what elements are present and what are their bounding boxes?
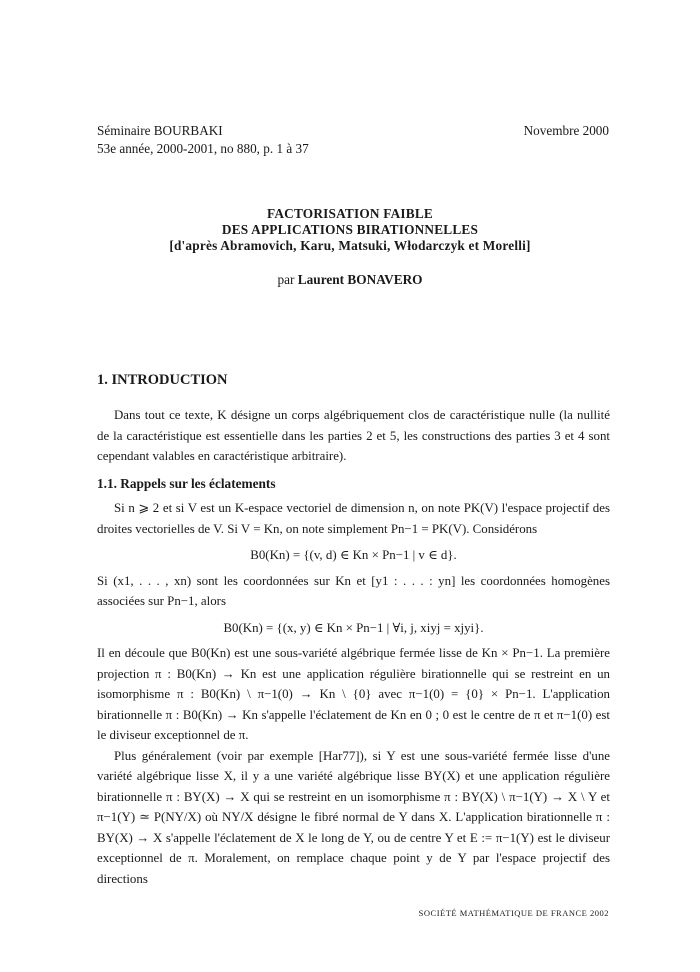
author-line	[0, 272, 700, 288]
paragraph-1: Si n ⩾ 2 et si V est un K-espace vectoriel de dimension n, on note PK(V) l'espace projectif des droites vectorielles de V. Si V = Kn, on note simplement Pn−1 = PK(V). Considérons	[97, 501, 610, 536]
volume-line: 53e année, 2000-2001, no 880, p. 1 à 37	[97, 141, 309, 156]
section-heading: 1. INTRODUCTION	[97, 372, 228, 388]
seminar-name: Séminaire BOURBAKI	[97, 123, 223, 138]
paragraph-4: Plus généralement (voir par exemple [Har77]), si Y est une sous-variété fermée lisse d'une variété algébrique lisse X, il y a une variété algébrique lisse BY(X) et une application régulière birationnelle π : BY(X) → X qui se restreint en un isomorphisme π : BY(X) \ π−1(Y) → X \ Y et π−1(Y) ≃ P(NY/X) où NY/X désigne le fibré normal de Y dans X. L'application birationnelle π : BY(X) → X s'appelle l'éclatement de X le long de Y, ou de centre Y et E := π−1(Y) est le diviseur exceptionnel de π. Moralement, on remplace chaque point y de Y par l'espace projectif des directions	[97, 748, 610, 886]
paragraph-3: Il en découle que B0(Kn) est une sous-variété algébrique fermée lisse de Kn × Pn−1. La première projection π : B0(Kn) → Kn est une application régulière birationnelle qui se restreint en un isomorphisme π : B0(Kn) \ π−1(0) → Kn \ {0} avec π−1(0) = {0} × Pn−1. L'application birationnelle π : B0(Kn) → Kn s'appelle l'éclatement de Kn en 0 ; 0 est le centre de π et π−1(0) est le diviseur exceptionnel de π.	[97, 646, 610, 742]
intro-text: Dans tout ce texte, K désigne un corps algébriquement clos de caractéristique nulle (la nullité de la caractéristique est essentielle dans les parties 2 et 5, les constructions des parties 3 et 4 sont cependant valables en caractéristique arbitraire).	[97, 408, 610, 463]
intro-paragraph	[97, 405, 610, 467]
equation-1: B0(Kn) = {(v, d) ∈ Kn × Pn−1 | v ∈ d}.	[250, 548, 457, 562]
subsection-body	[97, 498, 610, 889]
author-prefix: par	[277, 272, 295, 287]
header-left	[97, 122, 309, 158]
equation-2: B0(Kn) = {(x, y) ∈ Kn × Pn−1 | ∀i, j, xiyj = xjyi}.	[223, 620, 484, 635]
title-line-1: FACTORISATION FAIBLE	[267, 206, 433, 221]
subsection-heading: 1.1. Rappels sur les éclatements	[97, 476, 276, 491]
author-name: Laurent BONAVERO	[297, 272, 423, 287]
title-block	[0, 206, 700, 288]
footer-publisher: SOCIÉTÉ MATHÉMATIQUE DE FRANCE 2002	[418, 908, 609, 918]
title-line-2: DES APPLICATIONS BIRATIONNELLES	[221, 222, 479, 237]
title-line-3: [d'après Abramovich, Karu, Matsuki, Włodarczyk et Morelli]	[169, 238, 531, 253]
header-date: Novembre 2000	[523, 123, 609, 138]
paragraph-2: Si (x1, . . . , xn) sont les coordonnées sur Kn et [y1 : . . . : yn] les coordonnées homogènes associées sur Pn−1, alors	[97, 573, 610, 608]
